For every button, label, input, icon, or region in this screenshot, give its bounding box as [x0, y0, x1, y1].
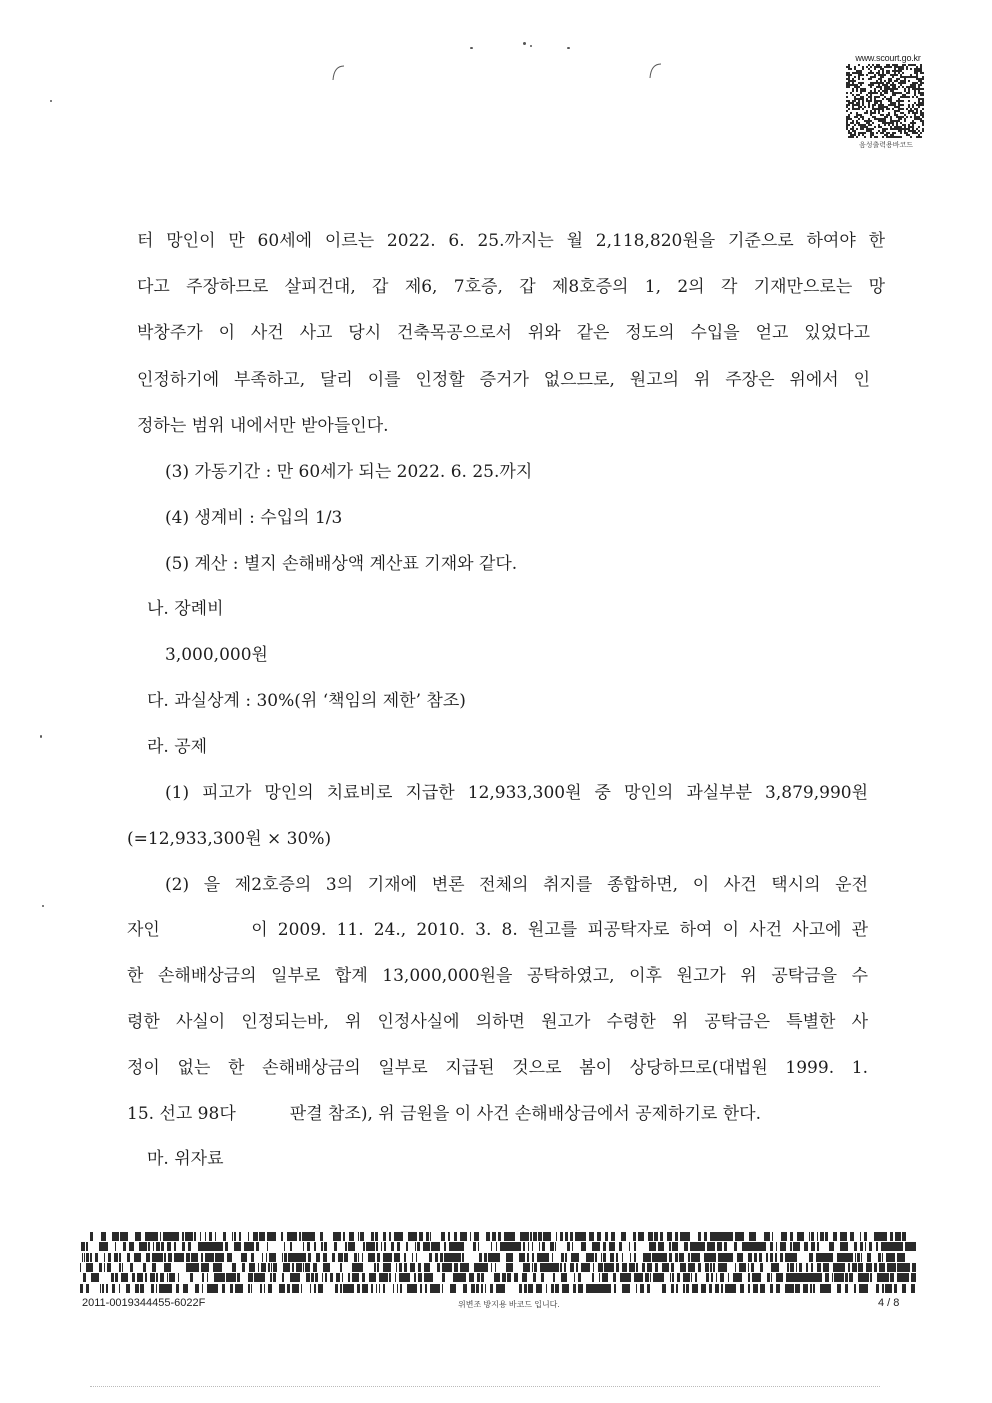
body-line: (4) 생계비 : 수입의 1/3	[165, 508, 343, 528]
scan-speck	[470, 47, 473, 49]
bottom-dotted-line	[90, 1386, 880, 1388]
section-heading: 마. 위자료	[147, 1149, 224, 1169]
section-heading: 라. 공제	[147, 737, 208, 757]
qr-code	[846, 64, 924, 138]
body-line: 인정하기에 부족하고, 달리 이를 인정할 증거가 없으므로, 원고의 위 주장은 위에서 인	[137, 370, 870, 390]
body-line: (=12,933,300원 × 30%)	[127, 829, 332, 849]
punch-hole-mark-right	[645, 60, 665, 82]
body-line: 다고 주장하므로 살피건대, 갑 제6, 7호증, 갑 제8호증의 1, 2의 각 기재만으로는 망	[137, 277, 885, 297]
body-line: 령한 사실이 인정되는바, 위 인정사실에 의하면 원고가 수령한 위 공탁금은 특별한 사	[127, 1012, 868, 1032]
section-heading: 다. 과실상계 : 30%(위 ‘책임의 제한’ 참조)	[147, 691, 466, 711]
body-line: 정이 없는 한 손해배상금의 일부로 지급된 것으로 봄이 상당하므로(대법원 1999. 1.	[127, 1058, 868, 1078]
body-line: 박창주가 이 사건 사고 당시 건축목공으로서 위와 같은 정도의 수입을 얻고 있었다고	[137, 323, 870, 343]
body-line: 정하는 범위 내에서만 받아들인다.	[137, 416, 389, 436]
punch-hole-mark-left	[328, 62, 348, 84]
anti-forgery-barcode	[80, 1232, 916, 1294]
body-line: (1) 피고가 망인의 치료비로 지급한 12,933,300원 중 망인의 과실부분 3,879,990원	[165, 783, 868, 803]
qr-caption: 음성출력용바코드	[858, 142, 914, 149]
scan-speck	[42, 905, 44, 907]
body-line: (2) 을 제2호증의 3의 기재에 변론 전체의 취지를 종합하면, 이 사건 택시의 운전	[165, 875, 868, 895]
section-heading: 나. 장례비	[147, 599, 224, 619]
scan-speck	[530, 45, 532, 47]
court-url: www.scourt.go.kr	[855, 53, 921, 63]
scan-speck	[50, 100, 52, 102]
body-line: 자인 이 2009. 11. 24., 2010. 3. 8. 원고를 피공탁자로 하여 이 사건 사고에 관	[127, 920, 868, 940]
barcode-note: 위변조 방지용 바코드 입니다.	[458, 1300, 560, 1309]
scan-speck	[567, 47, 570, 49]
body-line: 한 손해배상금의 일부로 합계 13,000,000원을 공탁하였고, 이후 원고가 위 공탁금을 수	[127, 966, 868, 986]
scan-speck	[523, 42, 526, 45]
body-line: 터 망인이 만 60세에 이르는 2022. 6. 25.까지는 월 2,118,820원을 기준으로 하여야 한	[137, 231, 885, 251]
body-line: 3,000,000원	[165, 645, 268, 665]
body-line: 15. 선고 98다 판결 참조), 위 금원을 이 사건 손해배상금에서 공제하기로 한다.	[127, 1104, 761, 1124]
page-number: 4 / 8	[878, 1297, 900, 1309]
scan-speck	[40, 735, 42, 738]
document-number: 2011-0019344455-6022F	[82, 1297, 206, 1309]
body-line: (5) 계산 : 별지 손해배상액 계산표 기재와 같다.	[165, 554, 518, 574]
body-line: (3) 가동기간 : 만 60세가 되는 2022. 6. 25.까지	[165, 462, 533, 482]
